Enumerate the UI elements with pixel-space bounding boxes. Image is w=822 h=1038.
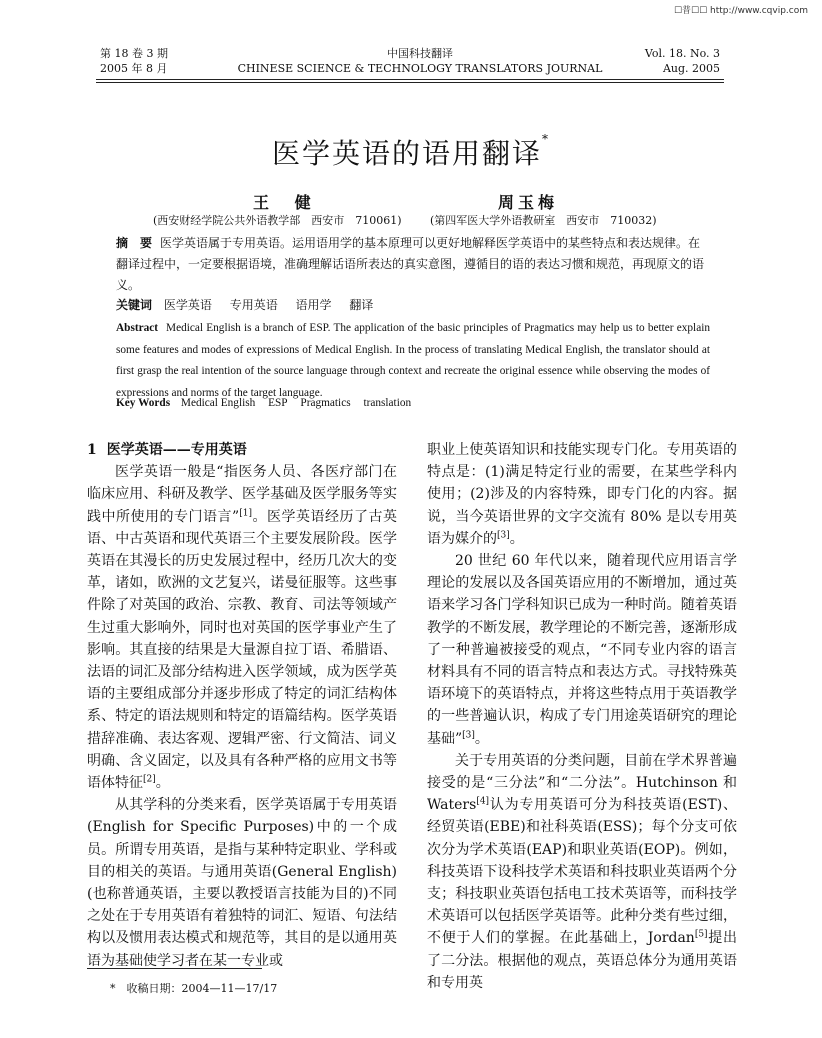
volume-cn: 第 18 卷 3 期 xyxy=(100,47,168,60)
abstract-en-label: Abstract xyxy=(116,322,159,334)
body-column-right xyxy=(427,439,737,994)
volume-en: Vol. 18. No. 3 xyxy=(644,47,720,60)
paragraph xyxy=(427,439,737,550)
paragraph-text: 。 xyxy=(474,730,489,747)
paragraph-text: 。 xyxy=(155,775,170,792)
header-rule-thin xyxy=(96,82,724,83)
citation: [1] xyxy=(239,507,252,518)
keyword-en: translation xyxy=(363,397,412,409)
citation: [5] xyxy=(694,929,708,940)
citation: [3] xyxy=(497,530,510,541)
author-2-name: 周玉梅 xyxy=(498,193,559,212)
section-number: 1 xyxy=(87,442,97,458)
watermark-url: ☐普☐☐ http://www.cqvip.com xyxy=(673,6,808,16)
header-right xyxy=(620,46,720,76)
keyword-en: Medical English xyxy=(180,397,256,409)
paragraph xyxy=(87,461,397,794)
body-column-left xyxy=(87,439,397,972)
paragraph-text: 医学英语一般是“指医务人员、各医疗部门在临床应用、科研及教学、医学基础及医学服务等实践中所使用的专门语言” xyxy=(87,464,397,525)
paper-title-text: 医学英语的语用翻译 xyxy=(271,137,542,170)
author-1-name: 王 健 xyxy=(253,193,321,212)
section-heading xyxy=(87,439,397,461)
section-title: 医学英语——专用英语 xyxy=(106,442,247,458)
paper-title xyxy=(0,132,822,172)
citation: [3] xyxy=(462,729,475,740)
abstract-cn xyxy=(116,233,706,296)
paragraph-text: 。 xyxy=(509,530,524,547)
keyword-cn: 专用英语 xyxy=(229,298,278,312)
paragraph xyxy=(427,750,737,994)
keywords-cn xyxy=(116,296,387,313)
title-footnote-mark: * xyxy=(542,132,550,146)
abstract-en-text: Medical English is a branch of ESP. The application of the basic principles of Pragmatics may help us to better explain some features and modes of expressions of Medical English. In the process of translating Medical English, the translator should at first grasp the real intention of the source language through context and recreate the original essence while observing the modes of expressions and norms of the target language. xyxy=(116,322,710,399)
header-center xyxy=(230,46,610,76)
paragraph xyxy=(427,550,737,750)
paragraph-text: 20 世纪 60 年代以来，随着现代应用语言学理论的发展以及各国英语应用的不断增加，通过英语来学习各门学科知识已成为一种时尚。随着英语教学的不断发展，教学理论的不断完善，逐渐形成了一种普遍被接受的观点，“不同专业内容的语言材料具有不同的语言特点和表达方式。寻找特殊英语环境下的英语特点，并将这些特点用于英语教学的一些普遍认识，构成了专门用途英语研究的理论基础” xyxy=(427,553,737,747)
citation: [4] xyxy=(476,796,490,807)
keywords-en xyxy=(116,397,421,409)
keywords-en-label: Key Words xyxy=(116,397,171,409)
header-rule-thick xyxy=(96,79,724,80)
citation: [2] xyxy=(143,774,156,785)
journal-name-en: CHINESE SCIENCE & TECHNOLOGY TRANSLATORS JOURNAL xyxy=(237,62,603,75)
paragraph-text: 职业上使英语知识和技能实现专门化。专用英语的特点是：(1)满足特定行业的需要，在某些学科内使用；(2)涉及的内容特殊，即专门化的内容。据说，当今英语世界的文字交流有 80% 是以专用英语为媒介的 xyxy=(427,442,737,547)
journal-name-cn: 中国科技翻译 xyxy=(387,47,453,60)
paragraph-text: 关于专用英语的分类问题，目前在学术界普遍接受的是“三分法”和“二分法”。Hutchinson 和 Waters xyxy=(427,752,737,814)
footnote-rule xyxy=(87,968,262,969)
keyword-cn: 翻译 xyxy=(349,298,374,312)
paragraph: 从其学科的分类来看，医学英语属于专用英语(English for Specific Purposes)中的一个成员。所谓专用英语，是指与某种特定职业、学科或目的相关的英语。与通用英语(General English)(也称普通英语，主要以教授语言技能为目的)不同之处在于专用英语有着独特的词汇、短语、句法结构以及惯用表达模式和规范等，其目的是以通用英语为基础使学习者在某一专业或 xyxy=(87,797,397,969)
keywords-cn-label: 关键词 xyxy=(116,298,153,312)
paragraph-text: 。医学英语经历了古英语、中古英语和现代英语三个主要发展阶段。医学英语在其漫长的历史发展过程中，经历几次大的变革，诸如，欧洲的文艺复兴，诺曼征服等。这些事件除了对英国的政治、宗教、教育、司法等领域产生过重大影响外，同时也对英国的医学事业产生了影响。其直接的结果是大量源自拉丁语、希腊语、法语的词汇及部分结构进入医学领域，成为医学英语的主要组成部分并逐步形成了特定的词汇结构体系、特定的语法规则和特定的语篇结构。医学英语措辞准确、表达客观、逻辑严密、行文简洁、词义明确、含义固定，以及具有各种严格的应用文书等语体特征 xyxy=(87,508,397,792)
abstract-cn-label: 摘 要 xyxy=(116,236,153,250)
keyword-cn: 语用学 xyxy=(295,298,332,312)
date-en: Aug. 2005 xyxy=(662,62,720,75)
date-cn: 2005 年 8 月 xyxy=(100,62,168,75)
keyword-cn: 医学英语 xyxy=(163,298,212,312)
keyword-en: ESP xyxy=(268,397,288,409)
paragraph-text: 提出了二分法。根据他的观点，英语总体分为通用英语和专用英 xyxy=(427,930,737,991)
footnote-received-date: * 收稿日期：2004—11—17/17 xyxy=(110,982,278,995)
abstract-cn-text: 医学英语属于专用英语。运用语用学的基本原理可以更好地解释医学英语中的某些特点和表达规律。在翻译过程中，一定要根据语境，准确理解话语所表达的真实意图，遵循目的语的表达习惯和规范，再现原文的语义。 xyxy=(116,236,705,292)
abstract-en xyxy=(116,318,710,404)
paragraph-text: 认为专用英语可分为科技英语(EST)、经贸英语(EBE)和社科英语(ESS)；每个分支可依次分为学术英语(EAP)和职业英语(EOP)。例如，科技英语下设科技学术英语和科技职业英语两个分支；科技职业英语包括电工技术英语等，而科技学术英语可以包括医学英语等。此种分类有些过细，不便于人们的掌握。在此基础上，Jordan xyxy=(427,797,737,947)
header-left xyxy=(100,46,168,76)
keyword-en: Pragmatics xyxy=(300,397,351,409)
author-1-affiliation: (西安财经学院公共外语教学部 西安市 710061) xyxy=(153,214,402,227)
author-2-affiliation: (第四军医大学外语教研室 西安市 710032) xyxy=(430,214,657,227)
